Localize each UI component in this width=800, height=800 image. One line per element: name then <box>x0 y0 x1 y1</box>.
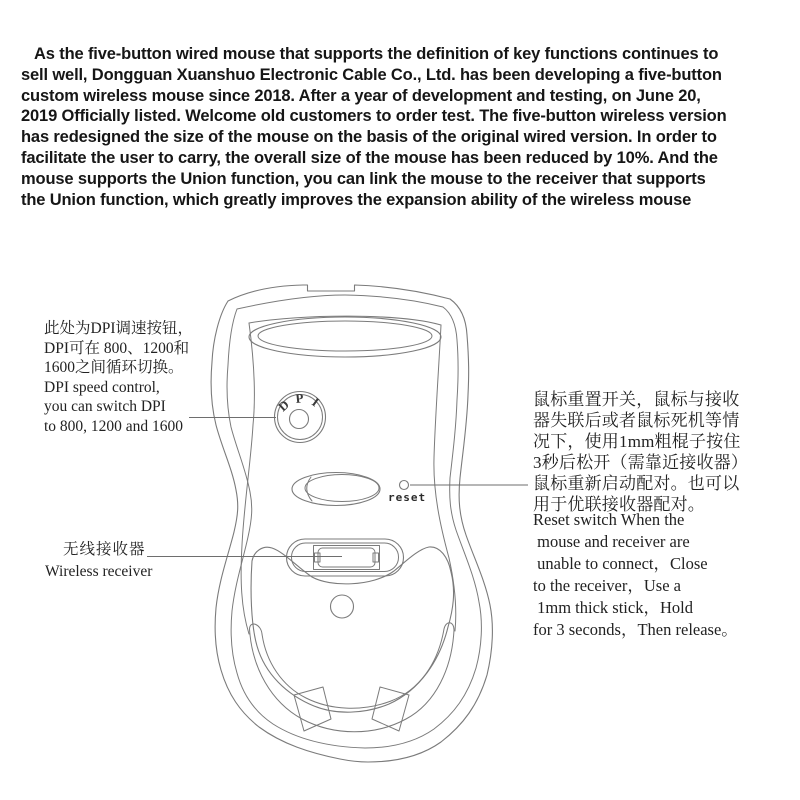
reset-annotation-line: 况下，使用1mm粗棍子按住 <box>533 432 741 451</box>
dpi-annotation <box>44 319 193 437</box>
receiver-dongle <box>318 548 375 567</box>
dpi-annotation-line: DPI speed control, <box>44 378 160 396</box>
base-plate-left-line <box>241 323 254 634</box>
intro-line: has redesigned the size of the mouse on the basis of the original wired version. In order to <box>21 128 717 147</box>
dpi-annotation-line: 1600之间循环切换。 <box>44 359 184 377</box>
dpi-annotation-line: DPI可在 800、1200和 <box>44 339 190 357</box>
reset-annotation-line: Reset switch When the <box>533 510 685 529</box>
reset-annotation-line: to the receiver，Use a <box>533 576 681 595</box>
palm-ellipse-inner <box>258 321 432 351</box>
bottom-grip-band <box>250 623 455 732</box>
dpi-letter-p: P <box>294 390 305 406</box>
reset-annotation-line: unable to connect，Close <box>533 554 708 573</box>
reset-annotation-line: 鼠标重新启动配对。也可以 <box>533 474 740 493</box>
receiver-label-en: Wireless receiver <box>45 562 153 580</box>
reset-annotation-cn <box>533 389 748 515</box>
base-plate-right-line <box>434 325 456 631</box>
screw-hole <box>331 595 354 618</box>
intro-line: custom wireless mouse since 2018. After a year of development and testing, on June 20, <box>21 86 701 105</box>
reset-annotation-line: 鼠标重置开关，鼠标与接收 <box>533 390 740 409</box>
reset-annotation-line: for 3 seconds，Then release。 <box>533 620 738 639</box>
dpi-annotation-line: to 800, 1200 and 1600 <box>44 417 184 435</box>
reset-annotation-line: mouse and receiver are <box>533 532 690 551</box>
dpi-letter-i: I <box>309 394 323 410</box>
reset-caption: reset <box>388 491 427 504</box>
intro-line: 2019 Officially listed. Welcome old customers to order test. The five-button wireless version <box>21 107 727 126</box>
reset-annotation-line: 3秒后松开（需靠近接收器） <box>533 453 749 472</box>
receiver-slot-frame <box>314 546 380 570</box>
reset-annotation-line: 1mm thick stick，Hold <box>533 598 693 617</box>
receiver-label-cn: 无线接收器 <box>63 541 146 558</box>
intro-line: mouse supports the Union function, you can link the mouse to the receiver that supports <box>21 169 706 188</box>
power-switch-inner <box>305 475 379 502</box>
intro-line: facilitate the user to carry, the overall size of the mouse has been reduced by 10%. And the <box>21 148 718 167</box>
reset-hole <box>400 481 409 490</box>
glide-pad-right <box>372 687 409 731</box>
dpi-letter-d: D <box>274 396 292 415</box>
dpi-annotation-line: 此处为DPI调速按钮， <box>44 320 193 337</box>
dpi-button-center <box>290 410 309 429</box>
receiver-clip-right <box>373 553 379 562</box>
receiver-clip-left <box>315 553 321 562</box>
intro-paragraph <box>21 44 791 210</box>
reset-annotation-en <box>533 509 738 641</box>
intro-line: the Union function, which greatly improves the expansion ability of the wireless mouse <box>21 190 692 209</box>
dpi-annotation-line: you can switch DPI <box>44 398 166 416</box>
intro-line: As the five-button wired mouse that supports the definition of key functions continues to <box>34 45 719 63</box>
reset-annotation-line: 器失联后或者鼠标死机等情 <box>533 411 740 430</box>
mouse-outline-inner-band <box>227 295 481 748</box>
receiver-label <box>45 539 152 582</box>
reset-annotation-line: 用于优联接收器配对。 <box>533 495 705 514</box>
intro-line: sell well, Dongguan Xuanshuo Electronic Cable Co., Ltd. has been developing a five-button <box>21 65 722 84</box>
